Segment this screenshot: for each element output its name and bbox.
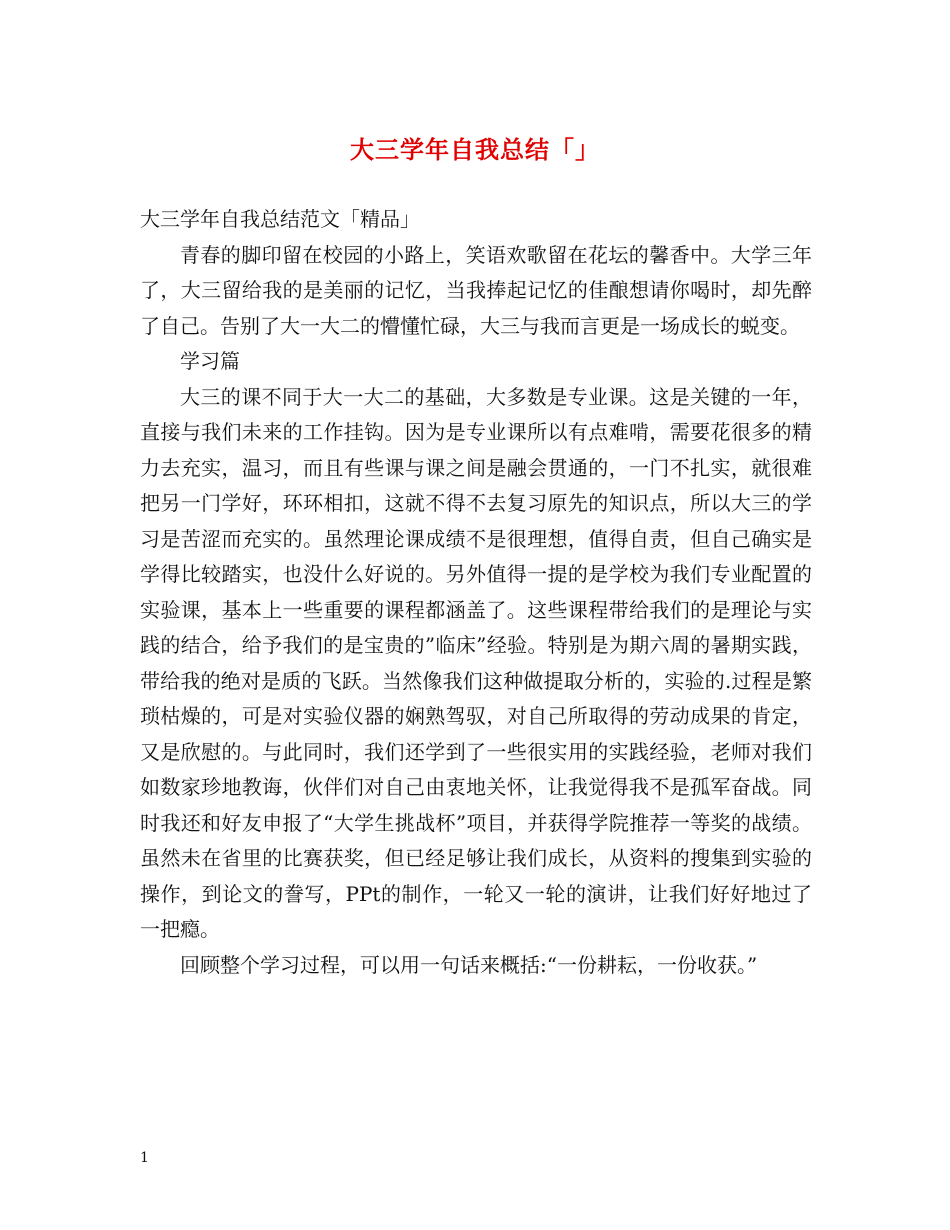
document-subtitle: 大三学年自我总结范文「精品」 [140,207,420,231]
document-title: 大三学年自我总结「」 [350,135,600,164]
paragraph-intro: 青春的脚印留在校园的小路上，笑语欢歌留在花坛的馨香中。大学三年了，大三留给我的是美丽的记忆，当我捧起记忆的佳酿想请你喝时，却先醉了自己。告别了大一大二的懵懂忙碌，大三与我而言更是一场成长的蜕变。 [140,242,812,338]
page-number: 1 [140,1150,149,1166]
document-body [140,202,812,983]
paragraph-summary: 回顾整个学习过程，可以用一句话来概括:“一份耕耘，一份收获。” [180,952,758,977]
section-heading-study: 学习篇 [180,349,240,373]
paragraph-study: 大三的课不同于大一大二的基础，大多数是专业课。这是关键的一年，直接与我们未来的工作挂钩。因为是专业课所以有点难啃，需要花很多的精力去充实，温习，而且有些课与课之间是融会贯通的，一门不扎实，就很难把另一门学好，环环相扣，这就不得不去复习原先的知识点，所以大三的学习是苦涩而充实的。虽然理论课成绩不是很理想，值得自责，但自己确实是学得比较踏实，也没什么好说的。另外值得一提的是学校为我们专业配置的实验课，基本上一些重要的课程都涵盖了。这些课程带给我们的是理论与实践的结合，给予我们的是宝贵的”临床”经验。特别是为期六周的暑期实践，带给我的绝对是质的飞跃。当然像我们这种做提取分析的，实验的.过程是繁琐枯燥的，可是对实验仪器的娴熟驾驭，对自己所取得的劳动成果的肯定，又是欣慰的。与此同时，我们还学到了一些很实用的实践经验，老师对我们如数家珍地教诲，伙伴们对自己由衷地关怀，让我觉得我不是孤军奋战。同时我还和好友申报了“大学生挑战杯”项目，并获得学院推荐一等奖的战绩。虽然未在省里的比赛获奖，但已经足够让我们成长，从资料的搜集到实验的操作，到论文的誊写，PPt的制作，一轮又一轮的演讲，让我们好好地过了一把瘾。 [140,384,812,941]
